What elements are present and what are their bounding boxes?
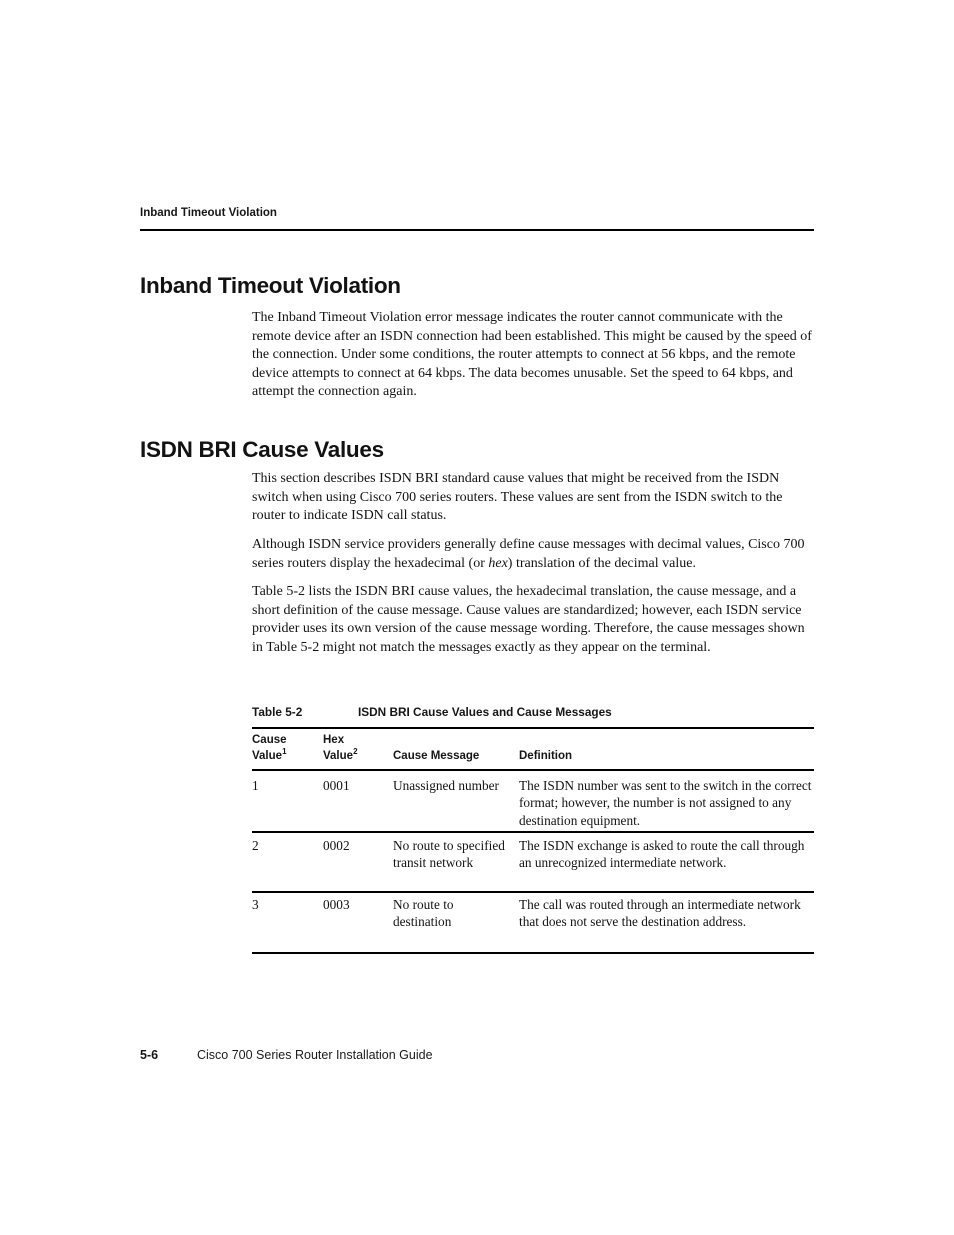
cell-hex-value: 0003	[323, 897, 350, 912]
cell-cause-value: 1	[252, 778, 259, 793]
table-caption	[252, 705, 814, 719]
italic-term-hex: hex	[488, 555, 508, 571]
column-header-cause-value	[252, 733, 287, 764]
paragraph-this-section: This section describes ISDN BRI standard cause values that might be received from the ISDN switch when using Cisco 700 series routers. These values are sent from the ISDN switch to the router to indicate ISDN call status.	[252, 471, 783, 524]
paragraph-text: ) translation of the decimal value.	[507, 555, 696, 571]
cell-definition: The ISDN number was sent to the switch in the correct format; however, the number is not assigned to any destination equipment.	[519, 778, 812, 828]
paragraph-inband-timeout: The Inband Timeout Violation error message indicates the router cannot communicate with the remote device after an ISDN connection had been established. This might be caused by the speed of the connection. Under some conditions, the router attempts to connect at 56 kbps, and the remote device attempts to connect at 64 kbps. The data becomes unusable. Set the speed to 64 kbps, and attempt the connection again.	[252, 310, 812, 400]
footnote-ref-2: 2	[353, 746, 358, 756]
table-rule-bottom	[252, 952, 814, 954]
column-header-line	[393, 733, 479, 749]
cell-cause-message: No route to destination	[393, 897, 454, 930]
column-header-line: Cause Message	[393, 749, 480, 762]
footer-book-title: Cisco 700 Series Router Installation Guide	[197, 1048, 433, 1062]
section-heading-isdn-bri-cause-values: ISDN BRI Cause Values	[140, 437, 384, 462]
footnote-ref-1: 1	[282, 746, 287, 756]
table-header-row	[252, 733, 814, 766]
footer-page-number: 5-6	[140, 1048, 159, 1062]
cell-cause-message: Unassigned number	[393, 778, 499, 793]
column-header-definition	[519, 733, 572, 764]
header-rule	[140, 229, 814, 231]
cell-hex-value: 0001	[323, 778, 350, 793]
table-rule-top	[252, 727, 814, 729]
paragraph-text: Although ISDN service providers generally define cause messages with decimal values, Cisco 700 series routers display the hexadecimal (or	[252, 537, 805, 571]
cell-cause-message: No route to specified transit network	[393, 838, 505, 871]
table-caption-title: ISDN BRI Cause Values and Cause Messages	[358, 705, 612, 719]
table-row-divider	[252, 831, 814, 833]
section-heading-inband-timeout-violation: Inband Timeout Violation	[140, 273, 401, 298]
column-header-line: Cause	[252, 734, 287, 746]
running-header: Inband Timeout Violation	[140, 207, 277, 219]
cell-definition: The call was routed through an intermediate network that does not serve the destination address.	[519, 897, 801, 930]
paragraph-table-intro: Table 5-2 lists the ISDN BRI cause values, the hexadecimal translation, the cause message, and a short definition of the cause message. Cause values are standardized; however, each ISDN service provider uses its own version of the cause message wording. Therefore, the cause messages shown in Table 5-2 might not match the messages exactly as they appear on the terminal.	[252, 584, 805, 655]
table-row-divider	[252, 891, 814, 893]
column-header-cause-message	[393, 733, 479, 764]
column-header-line: Value$^1$	[252, 746, 287, 762]
column-header-line: Definition	[519, 749, 573, 762]
cell-cause-value: 3	[252, 897, 259, 912]
paragraph-hex-translation	[252, 536, 816, 573]
column-header-line: Hex	[323, 734, 345, 746]
column-header-hex-value	[323, 733, 358, 764]
table-caption-label: Table 5-2	[252, 705, 303, 719]
column-header-line: Value$^2$	[323, 746, 358, 762]
cell-definition: The ISDN exchange is asked to route the call through an unrecognized intermediate network.	[519, 838, 805, 871]
cell-cause-value: 2	[252, 838, 259, 853]
table-rule-header	[252, 769, 814, 771]
column-header-line	[519, 733, 572, 749]
cell-hex-value: 0002	[323, 838, 350, 853]
